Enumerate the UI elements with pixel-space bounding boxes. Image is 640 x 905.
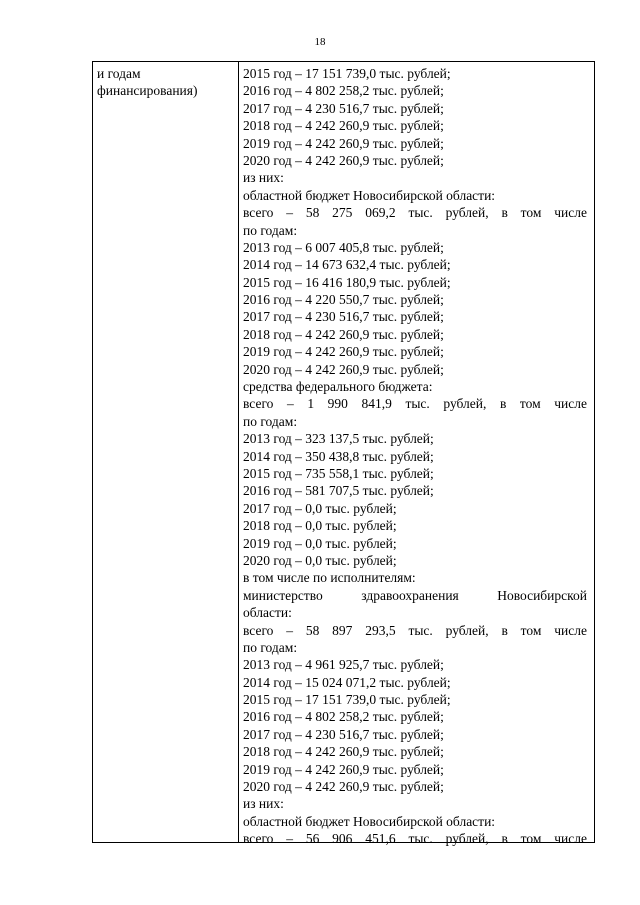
- financing-line: 2015 год – 17 151 739,0 тыс. рублей;: [243, 692, 451, 708]
- financing-line: из них:: [243, 170, 284, 186]
- financing-line: 2013 год – 323 137,5 тыс. рублей;: [243, 431, 434, 447]
- financing-line: министерство здравоохранения Новосибирской: [243, 587, 587, 603]
- financing-line: 2016 год – 4 802 258,2 тыс. рублей;: [243, 83, 444, 99]
- financing-line: 2017 год – 4 230 516,7 тыс. рублей;: [243, 100, 444, 116]
- financing-line: 2017 год – 4 230 516,7 тыс. рублей;: [243, 309, 444, 325]
- financing-line: 2015 год – 17 151 739,0 тыс. рублей;: [243, 66, 451, 81]
- financing-line: всего – 1 990 841,9 тыс. рублей, в том числе: [243, 396, 587, 412]
- financing-line: 2015 год – 735 558,1 тыс. рублей;: [243, 465, 434, 481]
- left-cell-line: финансирования): [97, 83, 198, 99]
- financing-line: 2020 год – 4 242 260,9 тыс. рублей;: [243, 361, 444, 377]
- left-cell: [97, 65, 233, 100]
- page-number: 18: [314, 36, 326, 48]
- financing-line: 2014 год – 350 438,8 тыс. рублей;: [243, 448, 434, 464]
- financing-line: области:: [243, 605, 292, 621]
- financing-line: 2016 год – 4 220 550,7 тыс. рублей;: [243, 292, 444, 308]
- financing-line: по годам:: [243, 413, 298, 429]
- financing-line: средства федерального бюджета:: [243, 379, 433, 395]
- financing-line: 2018 год – 4 242 260,9 тыс. рублей;: [243, 326, 444, 342]
- financing-line: всего – 58 897 293,5 тыс. рублей, в том числе: [243, 622, 587, 638]
- financing-line: 2018 год – 4 242 260,9 тыс. рублей;: [243, 744, 444, 760]
- financing-line: 2014 год – 15 024 071,2 тыс. рублей;: [243, 674, 451, 690]
- financing-line: 2020 год – 4 242 260,9 тыс. рублей;: [243, 779, 444, 795]
- financing-line: 2014 год – 14 673 632,4 тыс. рублей;: [243, 257, 451, 273]
- financing-line: 2013 год – 6 007 405,8 тыс. рублей;: [243, 239, 444, 255]
- financing-line: всего – 58 275 069,2 тыс. рублей, в том числе: [243, 205, 587, 221]
- financing-line: 2019 год – 4 242 260,9 тыс. рублей;: [243, 135, 444, 151]
- financing-line: 2018 год – 0,0 тыс. рублей;: [243, 518, 397, 534]
- financing-line: 2019 год – 4 242 260,9 тыс. рублей;: [243, 761, 444, 777]
- financing-line: 2019 год – 0,0 тыс. рублей;: [243, 535, 397, 551]
- financing-line: 2020 год – 0,0 тыс. рублей;: [243, 552, 397, 568]
- financing-line: 2017 год – 4 230 516,7 тыс. рублей;: [243, 726, 444, 742]
- financing-line: 2016 год – 581 707,5 тыс. рублей;: [243, 483, 434, 499]
- financing-line: 2018 год – 4 242 260,9 тыс. рублей;: [243, 118, 444, 134]
- financing-line: из них:: [243, 796, 284, 812]
- column-divider: [238, 62, 239, 842]
- financing-line: 2020 год – 4 242 260,9 тыс. рублей;: [243, 152, 444, 168]
- right-cell: [243, 65, 587, 848]
- financing-line: в том числе по исполнителям:: [243, 570, 416, 586]
- financing-line: 2019 год – 4 242 260,9 тыс. рублей;: [243, 344, 444, 360]
- financing-line: 2015 год – 16 416 180,9 тыс. рублей;: [243, 274, 451, 290]
- financing-line: 2017 год – 0,0 тыс. рублей;: [243, 500, 397, 516]
- financing-line: по годам:: [243, 222, 298, 238]
- financing-line: областной бюджет Новосибирской области:: [243, 187, 496, 203]
- financing-table: [92, 61, 595, 847]
- financing-line: 2016 год – 4 802 258,2 тыс. рублей;: [243, 709, 444, 725]
- financing-line: областной бюджет Новосибирской области:: [243, 813, 496, 829]
- financing-line: по годам:: [243, 639, 298, 655]
- financing-line: 2013 год – 4 961 925,7 тыс. рублей;: [243, 657, 444, 673]
- financing-line: всего – 56 906 451,6 тыс. рублей, в том числе: [243, 831, 587, 847]
- left-cell-line: и годам: [97, 66, 141, 81]
